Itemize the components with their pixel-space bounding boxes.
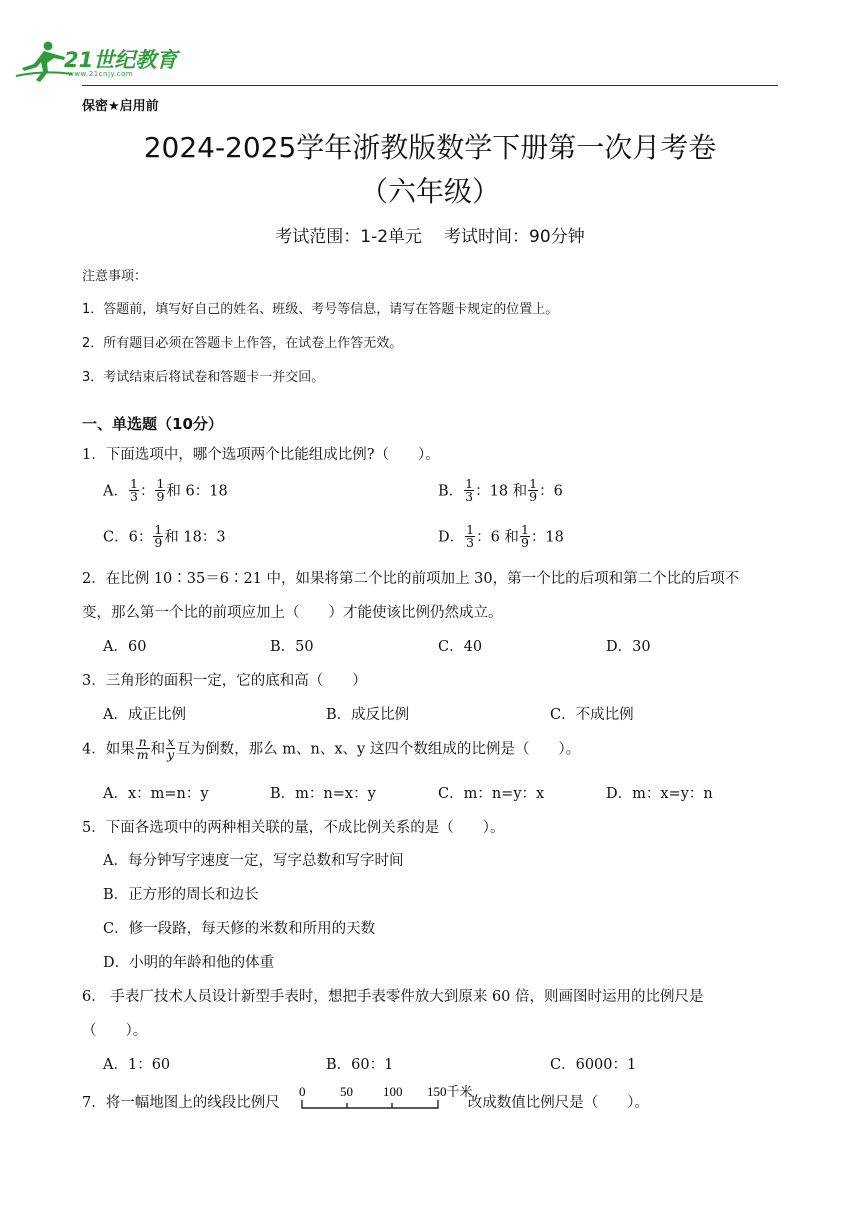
question-text: 和 <box>150 741 166 758</box>
option-text: ： <box>139 483 155 500</box>
question-4-option-c: C．m：n=y：x <box>438 786 545 802</box>
fraction: $\frac{1}{9}$ <box>156 476 165 504</box>
option-label: A． <box>103 483 128 500</box>
question-5-option-a: A．每分钟写字速度一定，写字总数和写字时间 <box>103 853 404 869</box>
scale-bar <box>302 1100 438 1108</box>
line-scale-figure <box>296 1083 481 1113</box>
exam-scope: 考试范围：1-2单元 <box>275 227 423 247</box>
question-6-option-b: B．60：1 <box>326 1057 394 1073</box>
question-2-option-c: C．40 <box>438 639 483 655</box>
option-label: D． <box>438 529 465 546</box>
question-text: 改成数值比例尺是（ ）。 <box>467 1095 649 1111</box>
question-2-stem-line2: 变，那么第一个比的前项应加上（ ）才能使该比例仍然成立。 <box>82 605 503 621</box>
option-text: ：6 <box>539 483 563 500</box>
question-5-option-d: D．小明的年龄和他的体重 <box>103 955 275 971</box>
fraction: $\frac{x}{y}$ <box>167 734 175 762</box>
question-3-option-c: C．不成比例 <box>550 707 634 723</box>
fraction: $\frac{1}{9}$ <box>520 522 529 550</box>
option-text: ：18 和 <box>475 483 528 500</box>
option-label: B． <box>438 483 464 500</box>
notice-item: 3．考试结束后将试卷和答题卡一并交回。 <box>82 370 325 385</box>
fraction: $\frac{1}{3}$ <box>129 476 138 504</box>
question-5-option-c: C．修一段路，每天修的米数和所用的天数 <box>103 921 376 937</box>
question-6-option-c: C．6000：1 <box>550 1057 637 1073</box>
exam-title: 2024-2025学年浙教版数学下册第一次月考卷 <box>143 131 717 164</box>
question-1-option-b <box>438 476 563 504</box>
question-5-stem: 5．下面各选项中的两种相关联的量，不成比例关系的是（ ）。 <box>82 820 505 836</box>
fraction: $\frac{n}{m}$ <box>136 734 149 762</box>
logo-url: www.21cnjy.com <box>68 70 134 78</box>
question-2-option-d: D．30 <box>606 639 651 655</box>
question-6-stem-line2: （ ）。 <box>82 1023 148 1039</box>
question-5-option-b: B．正方形的周长和边长 <box>103 887 259 903</box>
question-1-option-d <box>438 522 564 550</box>
notice-heading: 注意事项： <box>82 269 148 284</box>
question-2-option-a: A．60 <box>103 639 147 655</box>
option-label: C．6： <box>103 529 153 546</box>
question-2-option-b: B．50 <box>270 639 314 655</box>
fraction: $\frac{1}{9}$ <box>529 476 538 504</box>
question-3-option-a: A．成正比例 <box>103 707 186 723</box>
notice-item: 1．答题前，填写好自己的姓名、班级、考号等信息，请写在答题卡规定的位置上。 <box>82 302 559 317</box>
fraction: $\frac{1}{9}$ <box>154 522 163 550</box>
header-divider <box>82 85 778 86</box>
question-6-stem-line1: 6． 手表厂技术人员设计新型手表时，想把手表零件放大到原来 60 倍，则画图时运用的比例尺是 <box>82 989 704 1005</box>
notice-item: 2．所有题目必须在答题卡上作答，在试卷上作答无效。 <box>82 336 403 351</box>
scale-label-0: 0 <box>299 1084 306 1099</box>
logo-text: 21世纪教育 <box>64 48 178 72</box>
question-4-stem <box>82 734 581 762</box>
scale-label-50: 50 <box>340 1084 353 1099</box>
question-1-option-c <box>103 522 226 550</box>
option-text: ：18 <box>530 529 564 546</box>
question-4-option-d: D．m：x=y：n <box>606 786 713 802</box>
fraction: $\frac{1}{3}$ <box>466 522 475 550</box>
option-text: ：6 和 <box>476 529 519 546</box>
exam-info <box>0 222 860 247</box>
fraction: $\frac{1}{3}$ <box>465 476 474 504</box>
exam-time: 考试时间：90分钟 <box>444 227 585 247</box>
question-1-stem: 1．下面选项中，哪个选项两个比能组成比例?（ ）。 <box>82 447 440 463</box>
question-6-option-a: A．1：60 <box>103 1057 171 1073</box>
question-3-option-b: B．成反比例 <box>326 707 410 723</box>
question-text: 7．将一幅地图上的线段比例尺 <box>82 1095 280 1111</box>
exam-grade: （六年级） <box>359 175 500 208</box>
scale-label-100: 100 <box>383 1084 403 1099</box>
confidential-label: 保密★启用前 <box>82 99 159 114</box>
question-text: 4．如果 <box>82 741 135 758</box>
option-text: 和 18：3 <box>164 529 226 546</box>
question-4-option-a: A．x：m=n：y <box>103 786 209 802</box>
section-title: 一、单选题（10分） <box>82 415 223 433</box>
question-3-stem: 3．三角形的面积一定，它的底和高（ ） <box>82 673 367 689</box>
question-4-option-b: B．m：n=x：y <box>270 786 376 802</box>
question-text: 互为倒数，那么 m、n、x、y 这四个数组成的比例是（ ）。 <box>176 741 581 758</box>
scale-label-150: 150千米 <box>427 1084 473 1099</box>
option-text: 和 6：18 <box>166 483 228 500</box>
question-1-option-a <box>103 476 228 504</box>
question-2-stem-line1: 2．在比例 10∶35＝6∶21 中，如果将第二个比的前项加上 30，第一个比的后项和第二个比的后项不 <box>82 571 740 587</box>
